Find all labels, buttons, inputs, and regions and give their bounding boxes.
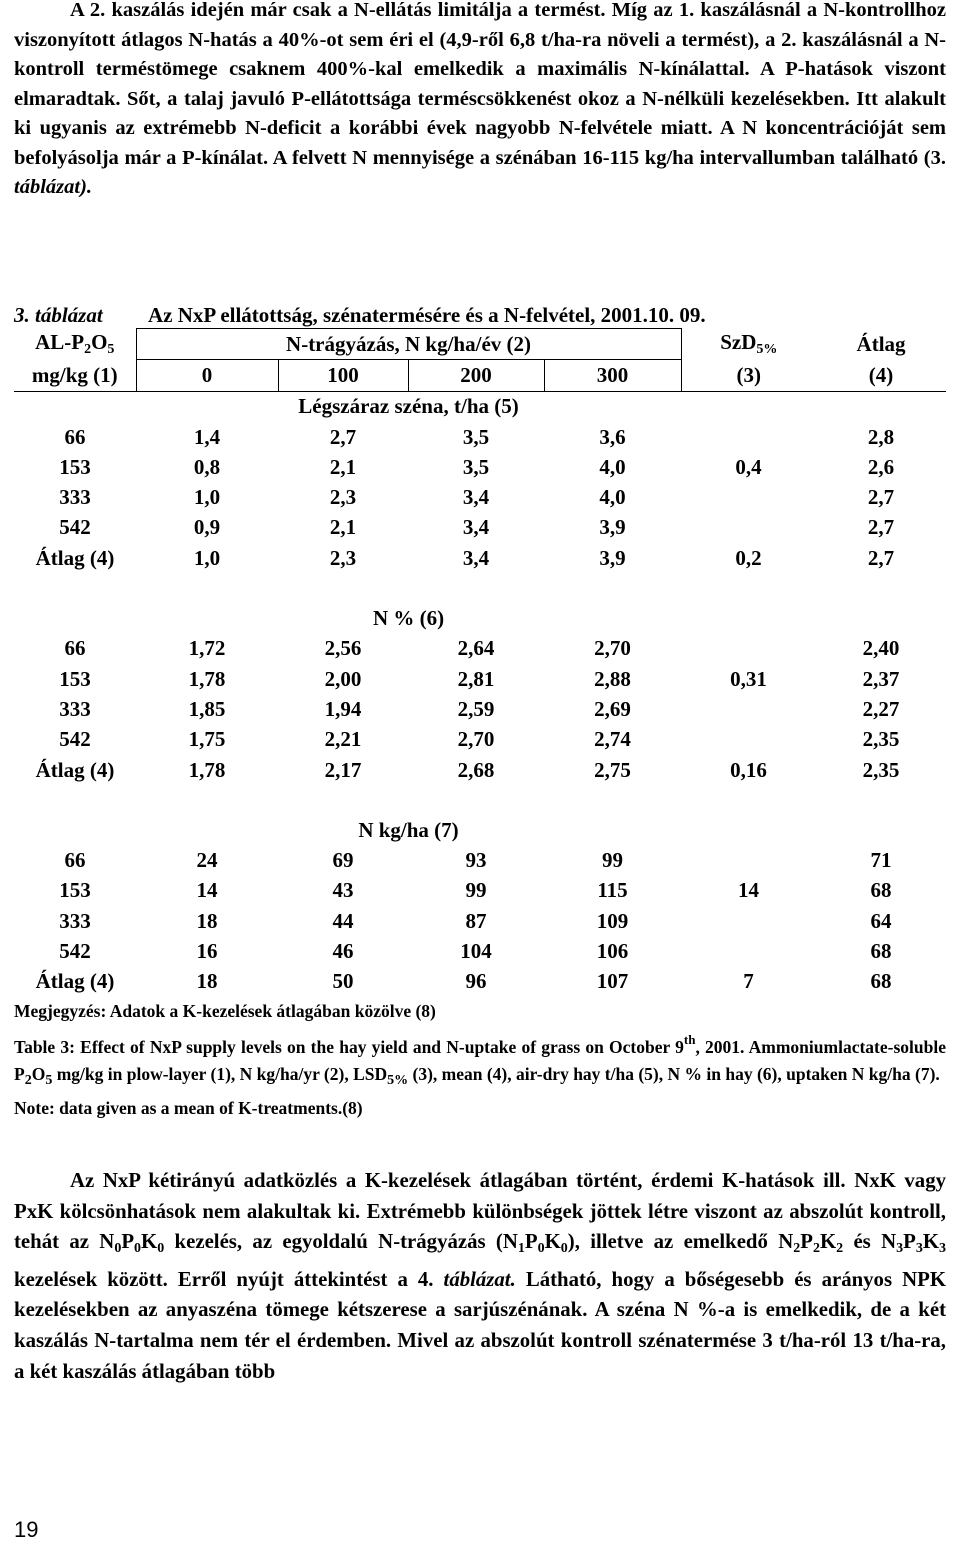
- p-level-cell: 153: [59, 454, 91, 479]
- lsd-cell: [681, 936, 816, 966]
- mean-cell: 2,35: [862, 757, 900, 782]
- value-cell: 24: [196, 848, 218, 873]
- value-cell: 2,56: [324, 636, 362, 661]
- value-cell: 0,8: [193, 454, 221, 479]
- mean-cell: 2,37: [862, 666, 900, 691]
- lsd-cell: 0,4: [735, 454, 762, 479]
- value-cell: 2,1: [329, 515, 357, 540]
- table-row: [14, 452, 946, 482]
- intro-paragraph: [14, 0, 946, 203]
- p-level-cell: Átlag (4): [35, 969, 115, 994]
- table-row: [14, 513, 946, 543]
- p-level-cell: 542: [59, 515, 91, 540]
- lsd-cell: [681, 694, 816, 724]
- mean-cell: 2,6: [867, 454, 895, 479]
- value-cell: 99: [602, 848, 624, 873]
- lsd-cell: 7: [743, 969, 754, 994]
- mean-cell: 2,7: [867, 485, 895, 510]
- p-level-cell: 542: [59, 727, 91, 752]
- n-level-300: 300: [544, 360, 681, 391]
- table-row: [14, 694, 946, 724]
- value-cell: 4,0: [599, 485, 626, 510]
- table-notes: [14, 998, 946, 1122]
- section-title: N kg/ha (7): [358, 817, 459, 842]
- value-cell: 3,4: [462, 485, 490, 510]
- value-cell: 2,68: [457, 757, 495, 782]
- lsd-cell: 0,31: [730, 666, 767, 691]
- p-level-cell: 66: [64, 424, 86, 449]
- value-cell: 50: [332, 969, 354, 994]
- lsd-cell: [681, 422, 816, 452]
- data-table: [14, 328, 946, 997]
- section-title: N % (6): [372, 606, 445, 631]
- szd-num-header: (3): [681, 360, 816, 391]
- value-cell: 3,5: [462, 454, 490, 479]
- value-cell: 1,85: [188, 696, 226, 721]
- table-caption: [14, 300, 706, 330]
- lsd-cell: 0,16: [730, 757, 767, 782]
- value-cell: 1,4: [193, 424, 221, 449]
- mean-cell: 2,8: [867, 424, 895, 449]
- value-cell: 2,81: [457, 666, 495, 691]
- table-row: [14, 664, 946, 694]
- mean-cell: 68: [870, 878, 892, 903]
- table-row: [14, 755, 946, 785]
- mean-cell: 64: [870, 908, 892, 933]
- value-cell: 2,3: [329, 545, 357, 570]
- lsd-cell: [681, 482, 816, 512]
- note-hungarian: Megjegyzés: Adatok a K-kezelések átlagában közölve (8): [14, 1001, 436, 1021]
- value-cell: 3,4: [462, 545, 490, 570]
- p-level-cell: 66: [64, 848, 86, 873]
- table-row: [14, 876, 946, 906]
- value-cell: 2,69: [594, 696, 631, 721]
- al-header: $AL-P_2O_5$: [35, 330, 115, 358]
- lsd-cell: [681, 725, 816, 755]
- section-gap: [14, 785, 946, 815]
- value-cell: 2,59: [457, 696, 495, 721]
- szd-header: SzD$_{5\%}$: [720, 330, 778, 358]
- n-fertilization-header: N-trágyázás, N kg/ha/év (2): [136, 329, 681, 360]
- value-cell: 115: [597, 878, 628, 903]
- lsd-cell: [681, 634, 816, 664]
- mean-cell: 2,7: [867, 515, 895, 540]
- value-cell: 43: [332, 878, 354, 903]
- lsd-cell: [681, 845, 816, 875]
- table-row: [14, 422, 946, 452]
- table-row: [14, 936, 946, 966]
- table-row: [14, 906, 946, 936]
- p-level-cell: 153: [59, 878, 91, 903]
- value-cell: 109: [596, 908, 629, 933]
- value-cell: 44: [332, 908, 354, 933]
- value-cell: 4,0: [599, 454, 626, 479]
- mean-cell: 68: [870, 938, 892, 963]
- value-cell: 69: [332, 848, 354, 873]
- value-cell: 2,7: [329, 424, 357, 449]
- mean-cell: 2,40: [862, 636, 900, 661]
- value-cell: 93: [465, 848, 487, 873]
- table-row: [14, 634, 946, 664]
- value-cell: 0,9: [193, 515, 221, 540]
- value-cell: 1,72: [188, 636, 226, 661]
- value-cell: 2,88: [594, 666, 631, 691]
- value-cell: 14: [196, 878, 218, 903]
- value-cell: 2,70: [457, 727, 495, 752]
- intro-text: A 2. kaszálás idején már csak a N-ellátás limitálja a termést. Míg az 1. kaszálásnál a N-kontrollhoz viszonyított átlagos N-hatás a 40%-ot sem éri el (4,9-ről 6,8 t/ha-ra növeli a termést), a 2. kaszálásnál a N-kontroll terméstömege csaknem 400%-kal emelkedik a maximális N-kínálattal. A P-hatások viszont elmaradtak. Sőt, a talaj javuló P-ellátottsága terméscsökkenést okoz a N-nélküli kezelésekben. Itt alakult ki ugyanis az extrémebb N-deficit a korábbi évek nagyobb N-felvétele miatt. A N koncentrációját sem befolyásolja már a P-kínálat. A felvett N mennyisége a szénában 16-115 kg/ha intervallumban található (3.: [14, 0, 946, 169]
- n-level-100: 100: [278, 360, 408, 391]
- mean-cell: 71: [870, 848, 892, 873]
- p-level-cell: 333: [59, 908, 91, 933]
- p-level-cell: 66: [64, 636, 86, 661]
- value-cell: 1,75: [188, 727, 226, 752]
- value-cell: 3,6: [599, 424, 626, 449]
- mean-cell: 68: [870, 969, 892, 994]
- value-cell: 18: [196, 969, 218, 994]
- mean-header: Átlag: [856, 331, 906, 356]
- section-title-row: [14, 815, 946, 845]
- value-cell: 2,64: [457, 636, 495, 661]
- mean-num-header: (4): [816, 360, 946, 391]
- table-row: [14, 482, 946, 512]
- note-english: Table 3: Effect of NxP supply levels on the hay yield and N-uptake of grass on October 9th, 2001. Ammoniumlactate-soluble $P_2O_5$ mg/kg in plow-layer (1), N kg/ha/yr (2), $LSD_{5\%}$ (3), mean (4), air-dry hay t/ha (5), N % in hay (6), uptaken N kg/ha (7).: [14, 1031, 946, 1088]
- value-cell: 3,5: [462, 424, 490, 449]
- lsd-cell: 0,2: [735, 545, 762, 570]
- section-title-row: [14, 391, 946, 422]
- n-level-0: 0: [136, 360, 278, 391]
- value-cell: 107: [596, 969, 629, 994]
- value-cell: 99: [465, 878, 487, 903]
- p-level-cell: 333: [59, 696, 91, 721]
- lsd-cell: 14: [738, 878, 760, 903]
- table-row: [14, 725, 946, 755]
- body-paragraph-2: Az NxP kétirányú adatközlés a K-kezelések átlagában történt, érdemi K-hatások ill. NxK vagy PxK kölcsönhatások nem alakultak ki. Extrémebb különbségek jöttek létre viszont az abszolút kontroll, tehát az $N_0P_0K_0$ kezelés, az egyoldalú N-trágyázás $(N_1P_0K_0)$, illetve az emelkedő $N_2P_2K_2$ és $N_3P_3K_3$ kezelések között. Erről nyújt áttekintést a 4. táblázat. Látható, hogy a bőségesebb és arányos NPK kezelésekben az anyaszéna tömege kétszerese a sarjúszénának. A széna N %-a is emelkedik, de a két kaszálás N-tartalma nem tér el érdemben. Mivel az abszolút kontroll szénatermése 3 t/ha-ról 13 t/ha-ra, a két kaszálás átlagában több: [14, 1169, 947, 1383]
- lsd-cell: [681, 906, 816, 936]
- table-caption-title: Az NxP ellátottság, szénatermésére és a N-felvétel, 2001.10. 09.: [148, 303, 706, 327]
- section-gap: [14, 573, 946, 603]
- value-cell: 1,0: [193, 545, 221, 570]
- intro-table-ref: táblázat).: [14, 176, 93, 198]
- table-header-row-1: [14, 329, 946, 360]
- value-cell: 18: [196, 908, 218, 933]
- value-cell: 2,74: [594, 727, 631, 752]
- mean-cell: 2,35: [862, 727, 900, 752]
- value-cell: 2,21: [324, 727, 362, 752]
- value-cell: 96: [465, 969, 487, 994]
- value-cell: 106: [596, 938, 629, 963]
- page-number: 19: [14, 1517, 39, 1542]
- n-level-200: 200: [408, 360, 544, 391]
- value-cell: 1,0: [193, 485, 221, 510]
- lsd-cell: [681, 513, 816, 543]
- value-cell: 2,3: [329, 485, 357, 510]
- value-cell: 104: [460, 938, 492, 963]
- table-caption-label: 3. táblázat: [14, 303, 103, 327]
- value-cell: 3,9: [599, 515, 626, 540]
- value-cell: 3,4: [462, 515, 490, 540]
- value-cell: 16: [196, 938, 218, 963]
- mean-cell: 2,7: [867, 545, 895, 570]
- value-cell: 1,78: [188, 757, 226, 782]
- section-title-row: [14, 603, 946, 633]
- al-unit-header: mg/kg (1): [14, 360, 136, 391]
- section-title: Légszáraz széna, t/ha (5): [298, 394, 519, 419]
- value-cell: 2,17: [324, 757, 362, 782]
- p-level-cell: Átlag (4): [35, 757, 115, 782]
- p-level-cell: 153: [59, 666, 91, 691]
- value-cell: 1,78: [188, 666, 226, 691]
- value-cell: 2,75: [594, 757, 631, 782]
- value-cell: 2,00: [324, 666, 362, 691]
- value-cell: 87: [465, 908, 487, 933]
- value-cell: 3,9: [599, 545, 626, 570]
- p-level-cell: 333: [59, 485, 91, 510]
- note-english-data: Note: data given as a mean of K-treatments.(8): [14, 1097, 363, 1118]
- mean-cell: 2,27: [862, 696, 900, 721]
- value-cell: 2,1: [329, 454, 357, 479]
- table-row: [14, 543, 946, 573]
- p-level-cell: 542: [59, 938, 91, 963]
- table-row: [14, 845, 946, 875]
- value-cell: 1,94: [324, 696, 362, 721]
- value-cell: 46: [332, 938, 354, 963]
- table-row: [14, 967, 946, 997]
- value-cell: 2,70: [594, 636, 631, 661]
- p-level-cell: Átlag (4): [35, 545, 115, 570]
- table-header-row-2: [14, 360, 946, 391]
